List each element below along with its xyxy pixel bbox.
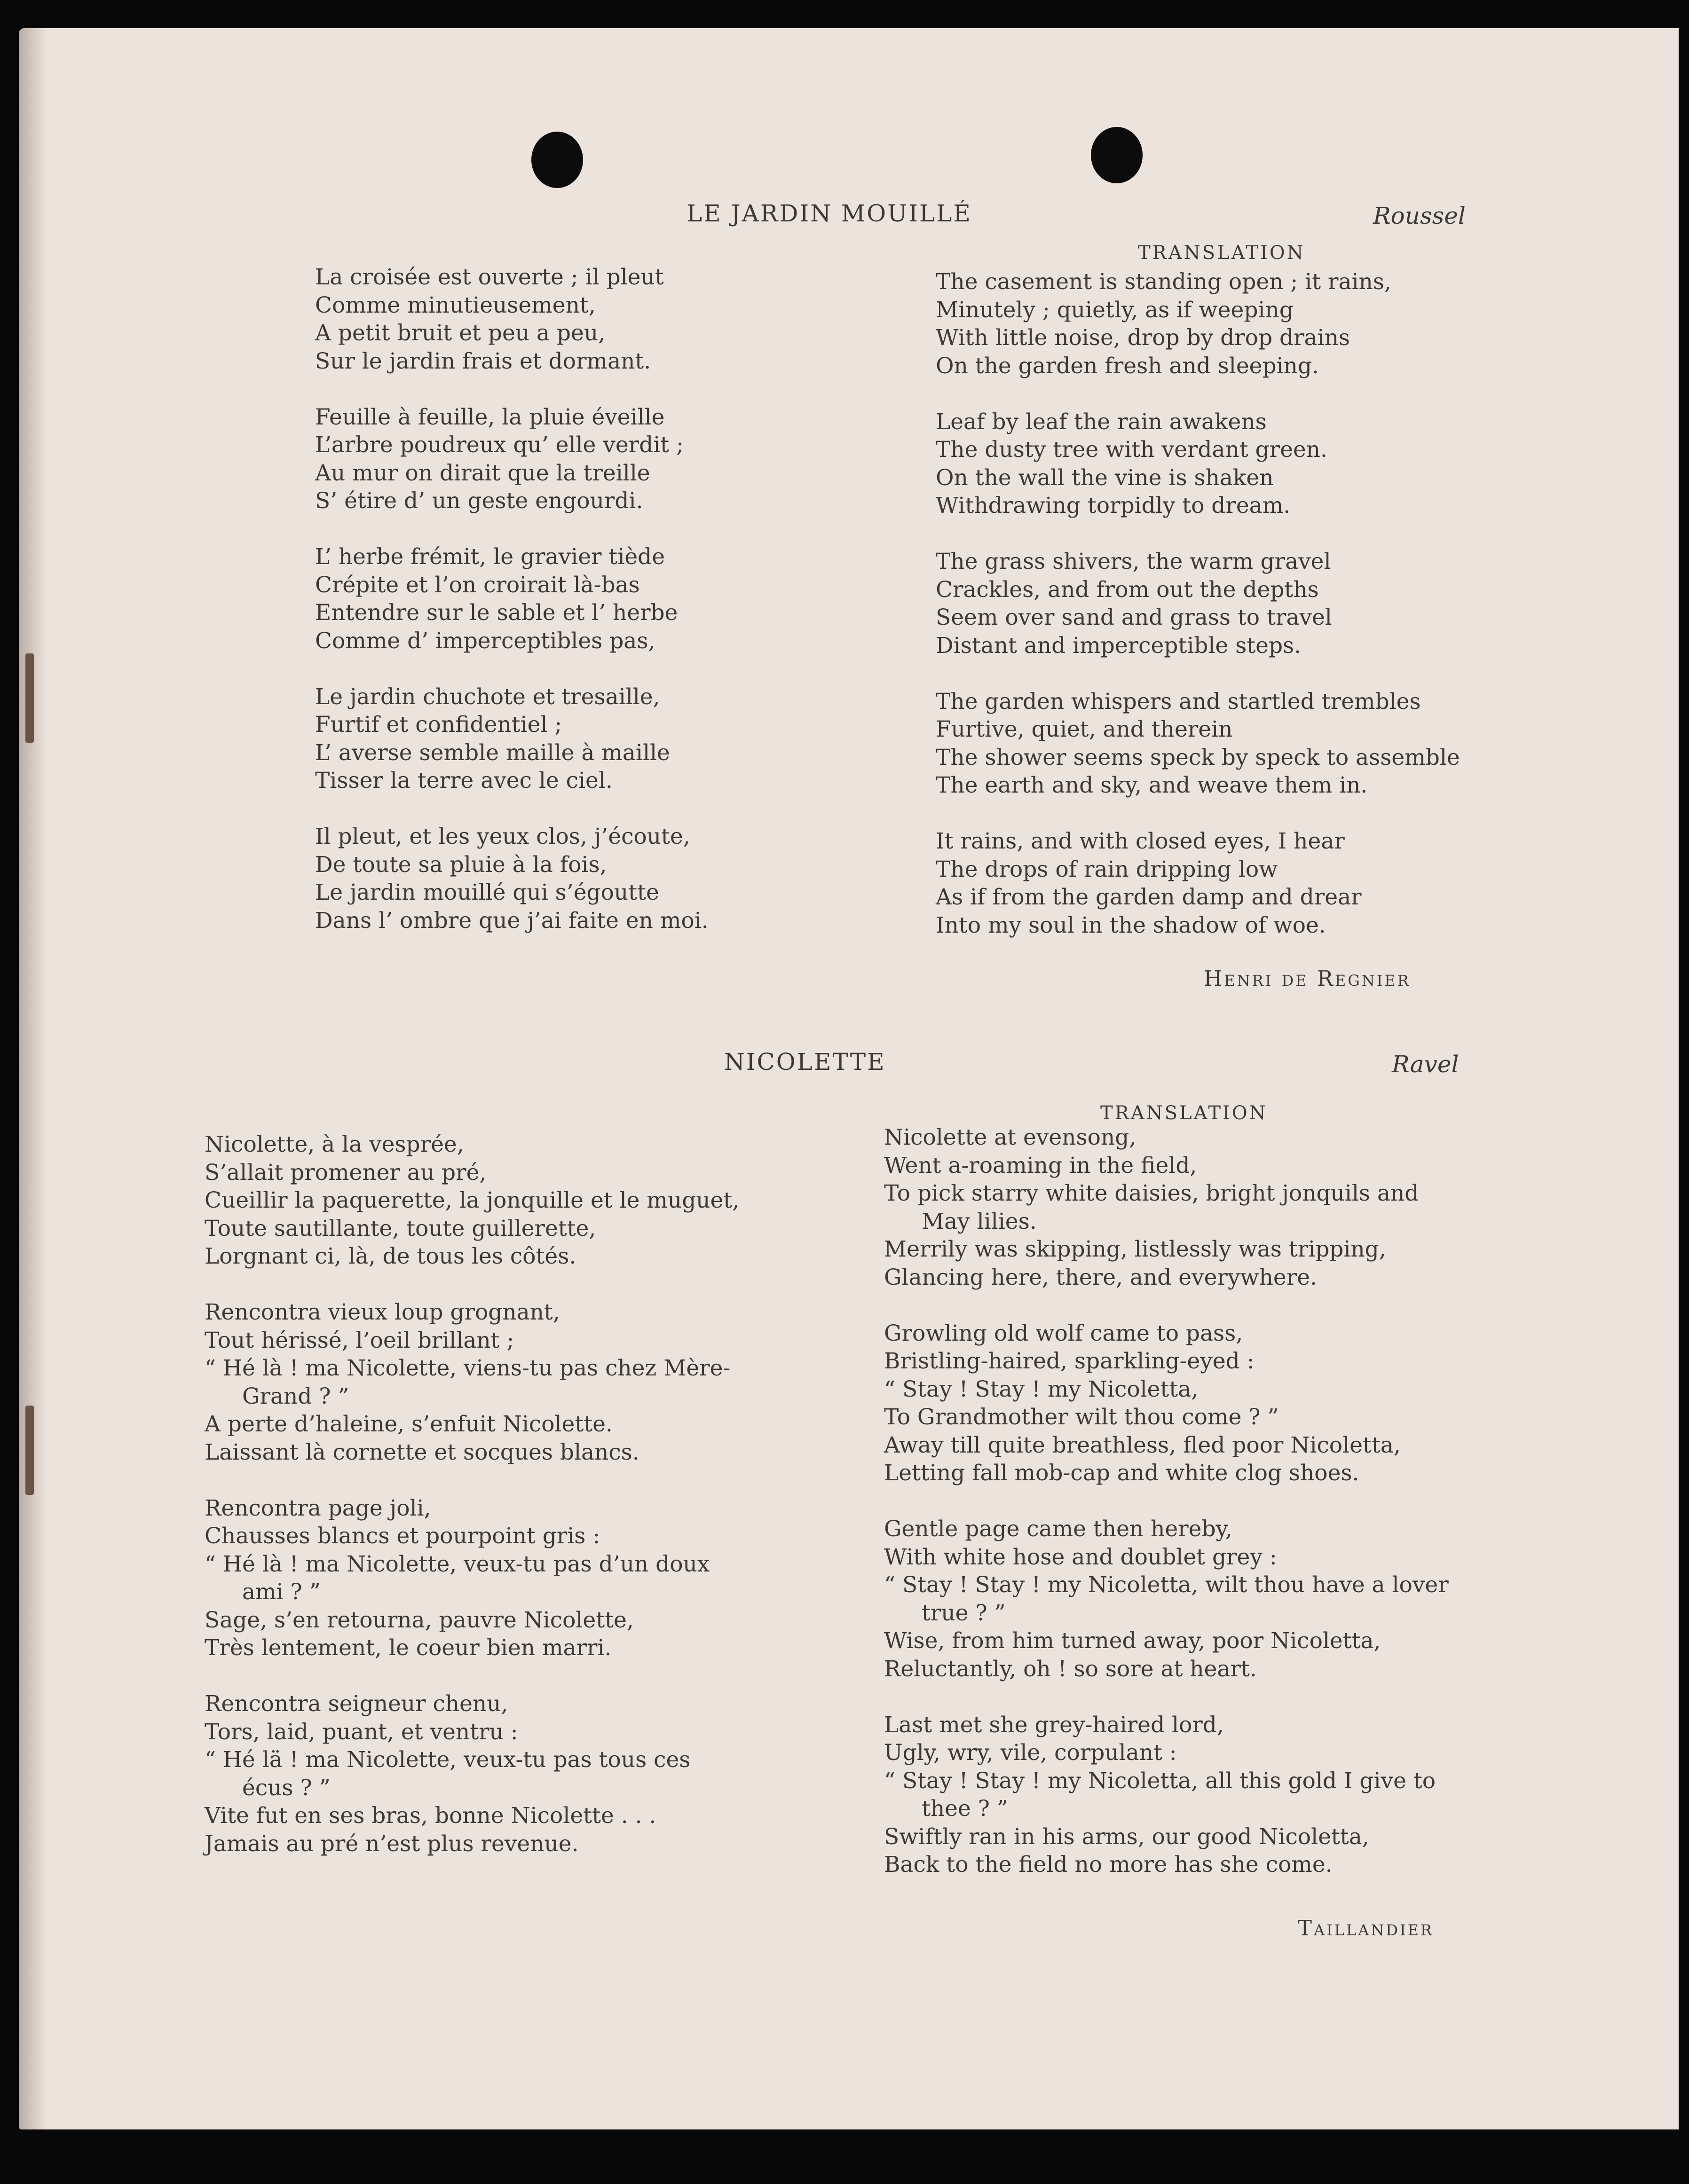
stanza-gap bbox=[205, 1271, 739, 1299]
english-translation bbox=[884, 1123, 1449, 1879]
lyric-line: L’arbre poudreux qu’ elle verdit ; bbox=[315, 432, 684, 458]
stanza-gap bbox=[936, 520, 1460, 548]
lyric-line: Nicolette at evensong, bbox=[884, 1124, 1137, 1150]
lyric-line: ami ? ” bbox=[242, 1579, 321, 1605]
lyric-line: Nicolette, à la vesprée, bbox=[205, 1131, 464, 1157]
translation-label: TRANSLATION bbox=[1138, 242, 1305, 264]
lyric-line: “ Stay ! Stay ! my Nicoletta, bbox=[884, 1376, 1199, 1402]
lyric-line: Rencontra vieux loup grognant, bbox=[205, 1299, 560, 1325]
lyric-line: The casement is standing open ; it rains, bbox=[936, 269, 1391, 295]
lyric-line: Letting fall mob-cap and white clog shoes. bbox=[884, 1460, 1359, 1486]
lyric-line: Vite fut en ses bras, bonne Nicolette . . . bbox=[205, 1803, 656, 1829]
song-title: LE JARDIN MOUILLÉ bbox=[687, 200, 972, 227]
staple bbox=[25, 1406, 34, 1495]
lyric-line: Le jardin chuchote et tresaille, bbox=[315, 683, 660, 710]
lyric-line: Grand ? ” bbox=[242, 1383, 349, 1409]
lyric-line: thee ? ” bbox=[922, 1796, 1008, 1822]
stanza-gap bbox=[315, 515, 709, 543]
lyric-line: Comme d’ imperceptibles pas, bbox=[315, 628, 655, 654]
lyric-line: May lilies. bbox=[922, 1208, 1037, 1234]
lyric-line: Glancing here, there, and everywhere. bbox=[884, 1264, 1317, 1290]
punch-hole bbox=[1091, 127, 1143, 183]
program-page bbox=[19, 28, 1679, 2129]
stanza-gap bbox=[205, 1662, 739, 1690]
lyric-line: écus ? ” bbox=[242, 1775, 331, 1801]
lyric-line: Swiftly ran in his arms, our good Nicoletta, bbox=[884, 1823, 1369, 1850]
lyric-line: Jamais au pré n’est plus revenue. bbox=[205, 1830, 579, 1857]
lyric-line: Wise, from him turned away, poor Nicoletta, bbox=[884, 1628, 1381, 1654]
lyric-line: Lorgnant ci, là, de tous les côtés. bbox=[205, 1243, 576, 1269]
lyric-line: Comme minutieusement, bbox=[315, 292, 596, 318]
stanza-gap bbox=[936, 660, 1460, 688]
lyric-line: A perte d’haleine, s’enfuit Nicolette. bbox=[205, 1411, 613, 1437]
lyric-line: S’allait promener au pré, bbox=[205, 1159, 487, 1186]
stanza-gap bbox=[936, 800, 1460, 828]
lyric-line: Tors, laid, puant, et ventru : bbox=[205, 1719, 518, 1745]
staple bbox=[25, 653, 34, 743]
lyric-line: “ Hé là ! ma Nicolette, veux-tu pas d’un doux bbox=[205, 1551, 710, 1577]
lyric-line: The shower seems speck by speck to assemble bbox=[936, 744, 1460, 770]
lyric-line: De toute sa pluie à la fois, bbox=[315, 851, 607, 878]
lyric-line: With little noise, drop by drop drains bbox=[936, 325, 1350, 351]
lyric-line: S’ étire d’ un geste engourdi. bbox=[315, 488, 643, 514]
lyric-line: To pick starry white daisies, bright jonquils and bbox=[884, 1180, 1419, 1206]
lyric-line: Ugly, wry, vile, corpulant : bbox=[884, 1740, 1177, 1766]
lyric-line: A petit bruit et peu a peu, bbox=[315, 320, 606, 346]
lyric-line: Tisser la terre avec le ciel. bbox=[315, 768, 613, 793]
lyric-line: Last met she grey-haired lord, bbox=[884, 1712, 1224, 1738]
lyric-line: Tout hérissé, l’oeil brillant ; bbox=[205, 1327, 514, 1353]
lyric-line: Le jardin mouillé qui s’égoutte bbox=[315, 880, 659, 905]
lyricist-name: Henri de Regnier bbox=[1204, 966, 1411, 991]
lyric-line: La croisée est ouverte ; il pleut bbox=[315, 264, 664, 290]
lyric-line: Reluctantly, oh ! so sore at heart. bbox=[884, 1656, 1257, 1682]
lyric-line: With white hose and doublet grey : bbox=[884, 1544, 1277, 1570]
stanza-gap bbox=[315, 375, 709, 403]
lyric-line: Back to the field no more has she come. bbox=[884, 1852, 1333, 1878]
lyric-line: Toute sautillante, toute guillerette, bbox=[205, 1215, 596, 1241]
punch-hole bbox=[531, 132, 583, 188]
lyric-line: Furtif et confidentiel ; bbox=[315, 712, 562, 738]
lyric-line: Feuille à feuille, la pluie éveille bbox=[315, 404, 665, 430]
lyric-line: Crépite et l’on croirait là-bas bbox=[315, 572, 640, 598]
lyric-line: Laissant là cornette et socques blancs. bbox=[205, 1439, 639, 1465]
lyric-line: true ? ” bbox=[922, 1600, 1006, 1626]
lyric-line: “ Stay ! Stay ! my Nicoletta, wilt thou have a lover bbox=[884, 1572, 1449, 1598]
lyric-line: Sage, s’en retourna, pauvre Nicolette, bbox=[205, 1607, 634, 1633]
lyric-line: Furtive, quiet, and therein bbox=[936, 716, 1233, 742]
lyric-line: Crackles, and from out the depths bbox=[936, 576, 1319, 603]
lyric-line: Au mur on dirait que la treille bbox=[315, 460, 650, 486]
lyric-line: It rains, and with closed eyes, I hear bbox=[936, 828, 1345, 854]
lyric-line: Away till quite breathless, fled poor Nicoletta, bbox=[884, 1432, 1401, 1458]
lyric-line: Rencontra seigneur chenu, bbox=[205, 1691, 508, 1717]
lyric-line: Il pleut, et les yeux clos, j’écoute, bbox=[315, 824, 690, 849]
lyric-line: Went a-roaming in the field, bbox=[884, 1152, 1197, 1178]
lyric-line: Entendre sur le sable et l’ herbe bbox=[315, 600, 678, 626]
lyric-line: Growling old wolf came to pass, bbox=[884, 1320, 1243, 1346]
lyric-line: Sur le jardin frais et dormant. bbox=[315, 348, 651, 374]
stanza-gap bbox=[884, 1291, 1449, 1320]
lyric-line: Très lentement, le coeur bien marri. bbox=[205, 1635, 612, 1661]
lyric-line: Into my soul in the shadow of woe. bbox=[936, 912, 1326, 938]
lyric-line: Chausses blancs et pourpoint gris : bbox=[205, 1523, 600, 1549]
lyric-line: As if from the garden damp and drear bbox=[936, 884, 1362, 910]
lyric-line: L’ herbe frémit, le gravier tiède bbox=[315, 544, 665, 570]
composer-name: Ravel bbox=[1392, 1051, 1459, 1078]
lyric-line: The garden whispers and startled trembles bbox=[936, 688, 1421, 715]
lyric-line: Seem over sand and grass to travel bbox=[936, 605, 1332, 630]
lyric-line: Cueillir la paquerette, la jonquille et le muguet, bbox=[205, 1187, 740, 1213]
lyric-line: Minutely ; quietly, as if weeping bbox=[936, 297, 1294, 323]
spine-shadow bbox=[19, 28, 47, 2129]
stanza-gap bbox=[884, 1683, 1449, 1711]
stanza-gap bbox=[884, 1487, 1449, 1516]
song-title: NICOLETTE bbox=[724, 1048, 886, 1076]
lyric-line: On the wall the vine is shaken bbox=[936, 464, 1274, 491]
lyricist-name: Taillandier bbox=[1298, 1916, 1434, 1940]
stanza-gap bbox=[205, 1466, 739, 1494]
lyric-line: Withdrawing torpidly to dream. bbox=[936, 493, 1291, 519]
lyric-line: To Grandmother wilt thou come ? ” bbox=[884, 1404, 1279, 1430]
english-translation bbox=[936, 268, 1460, 939]
lyric-line: Bristling-haired, sparkling-eyed : bbox=[884, 1348, 1255, 1374]
composer-name: Roussel bbox=[1373, 202, 1466, 229]
stanza-gap bbox=[315, 795, 709, 823]
lyric-line: The dusty tree with verdant green. bbox=[936, 437, 1327, 463]
lyric-line: Distant and imperceptible steps. bbox=[936, 632, 1302, 659]
french-lyrics bbox=[205, 1131, 739, 1858]
lyric-line: The earth and sky, and weave them in. bbox=[936, 772, 1368, 798]
stanza-gap bbox=[315, 655, 709, 683]
translation-label: TRANSLATION bbox=[1100, 1102, 1268, 1124]
lyric-line: Gentle page came then hereby, bbox=[884, 1516, 1232, 1542]
lyric-line: Rencontra page joli, bbox=[205, 1495, 431, 1521]
lyric-line: L’ averse semble maille à maille bbox=[315, 739, 670, 766]
lyric-line: Merrily was skipping, listlessly was tripping, bbox=[884, 1236, 1386, 1262]
stanza-gap bbox=[936, 380, 1460, 408]
lyric-line: “ Hé lä ! ma Nicolette, veux-tu pas tous ces bbox=[205, 1747, 691, 1773]
lyric-line: “ Hé là ! ma Nicolette, viens-tu pas chez Mère- bbox=[205, 1355, 731, 1381]
french-lyrics bbox=[315, 263, 709, 935]
lyric-line: On the garden fresh and sleeping. bbox=[936, 353, 1319, 379]
lyric-line: “ Stay ! Stay ! my Nicoletta, all this gold I give to bbox=[884, 1768, 1436, 1794]
lyric-line: The grass shivers, the warm gravel bbox=[936, 549, 1331, 574]
lyric-line: Dans l’ ombre que j’ai faite en moi. bbox=[315, 907, 709, 934]
lyric-line: Leaf by leaf the rain awakens bbox=[936, 409, 1267, 435]
lyric-line: The drops of rain dripping low bbox=[936, 856, 1278, 882]
